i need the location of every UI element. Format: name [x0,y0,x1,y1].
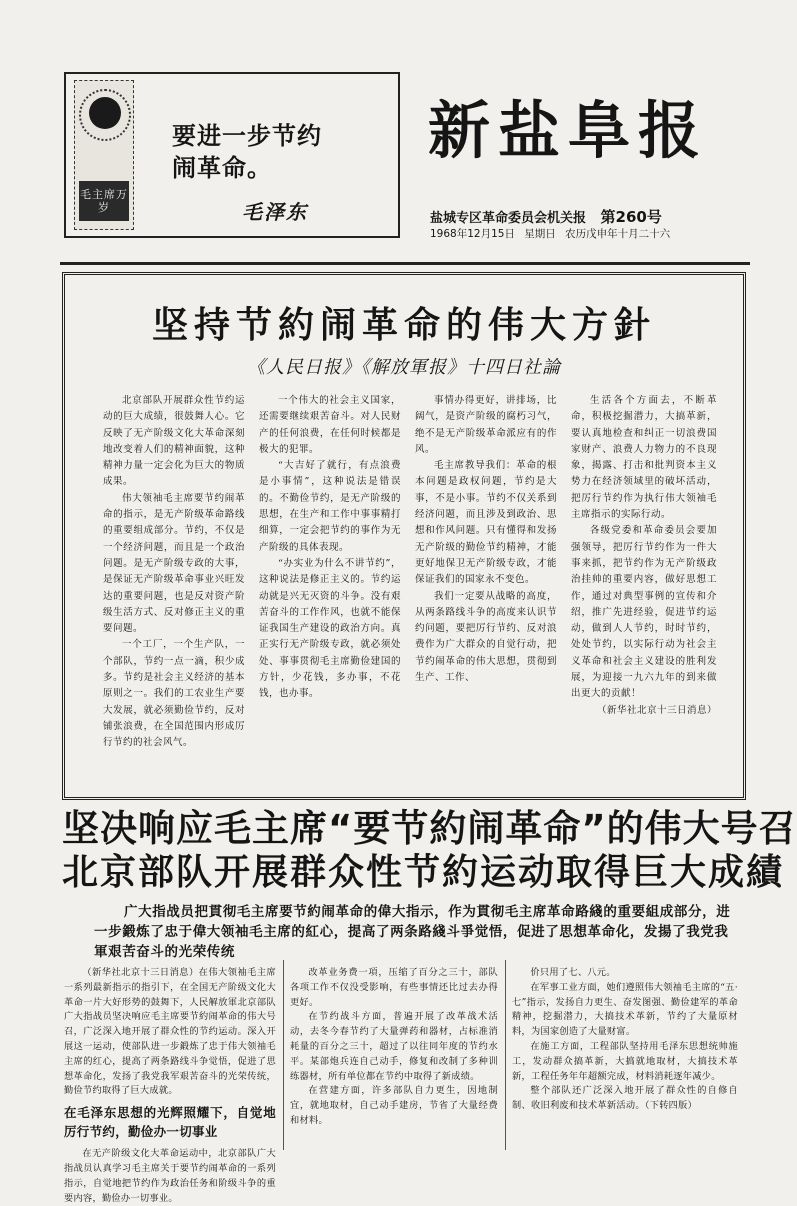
news-headline-2: 北京部队开展群众性节約运动取得巨大成績 [62,852,785,893]
paragraph: 在营建方面，许多部队自力更生，因地制宜，就地取材，自己动手建房，节省了大量经费和材料。 [290,1085,498,1126]
publisher-name: 盐城专区革命委员会机关报 [430,211,587,226]
lead-line-3: 軍艰苦奋斗的光荣传统 [94,944,235,960]
editorial-column-3 [415,393,557,686]
quotation-line-2: 闹革命。 [172,153,272,182]
paragraph: 在施工方面，工程部队坚持用毛泽东思想统帅施工，发动群众搞革新，大搞就地取材，大搞技术革新，工程任务年年超额完成，材料消耗逐年减少。 [512,1040,738,1082]
quotation-line-1: 要进一步节约 [172,121,322,150]
editorial-box [62,272,746,800]
paragraph: （新华社北京十三日消息）在伟大领袖毛主席一系列最新指示的指引下，在全国无产阶级文化大革命一片大好形势的鼓舞下，人民解放軍北京部队广大指战员坚决响应毛主席要节約闹革命的伟大号召，广泛深入地开展了群众性的节约运动。深入开展这一运动，使部队进一步鍛炼了忠于伟大领袖毛主席的红心，提高了两条路线斗争觉悟，促进了思想革命化，发扬了我党我军艰苦奋斗的光荣传统，勤俭节约取得了巨大成就。 [64,967,276,1097]
news-lead [94,902,734,962]
lead-line-2: 一步鍛炼了忠于偉大领袖毛主席的紅心，提高了两条路綫斗爭觉悟，促进了思想革命化，发揚了我党我 [94,924,729,940]
paragraph: 在节约战斗方面，普遍开展了改革战术活动，去冬今春节约了大量弹药和器材，占标准消耗量的百分之三十，超过了以往同年度的节约水平。某部炮兵连自己动手，修复和改制了多种训练器材，所有单位都在节约中取得了新成绩。 [290,1011,498,1082]
paragraph: 伟大领袖毛主席要节约闹革命的指示，是无产阶级革命路线的重要组成部分。节约，不仅是一个经济问题，而且是一个政治问题。是无产阶级专政的大事，是保证无产阶级革命事业兴旺发达的重要问题，也是反对资产阶级生活方式、反对修正主义的重要问题。 [103,492,245,635]
paragraph: 我们一定要从战略的高度，从两条路线斗争的高度来认识节约问题，要把厉行节约、反对浪费作为广大群众的自觉行动，把节约闹革命的伟大思想，贯彻到生产、工作、 [415,590,557,684]
lead-line-1: 广大指战员把貫彻毛主席要节約闹革命的偉大指示，作为貫彻毛主席革命路綫的重要組成部分，进 [124,904,731,920]
section-heading: 在毛泽东思想的光辉照耀下，自觉地厉行节约，勤俭办一切事业 [64,1105,276,1140]
portrait-slogan: 毛主席万岁 [79,181,129,221]
news-column-1 [64,966,276,1204]
quotation-box [64,72,400,238]
issue-date: 1968年12月15日 [430,228,515,240]
date-line [430,226,760,241]
portrait-icon [89,97,121,129]
paragraph: “办实业为什么不讲节约”，这种说法是修正主义的。节约运动就是兴无灭资的斗争。没有艰苦奋斗的工作作风，也就不能保证我国生产建设的政治方向。真正实行无产阶级专政，就必须处处、事事贯彻毛主席勤俭建国的方针，少花钱，多办事，不花钱，也办事。 [259,557,401,700]
quotation-text [172,120,392,184]
editorial-column-2 [259,393,401,703]
paragraph: 一个工厂，一个生产队，一个部队，节约一点一滴，积少成多。节约是社会主义经济的基本原则之一。我们的工农业生产要大发展，就必须勤俭节约，反对铺张浪费，在全国范围内形成厉行节约的社会风气。 [103,639,245,749]
column-divider [505,960,506,1150]
paragraph: 事情办得更好，讲排场，比阔气，是资产阶级的腐朽习气，绝不是无产阶级革命派应有的作风。 [415,395,557,455]
paragraph: 在军事工业方面，她们遵照伟大领袖毛主席的“五·七”指示，发扬自力更生、奋发图强、勤俭建军的革命精神，挖掘潜力，大搞技术革新，节约了大量原材料，为国家创造了大量财富。 [512,981,738,1038]
paragraph: 毛主席教导我们：革命的根本问题是政权问题，节约是大事，不是小事。节约不仅关系到经济问题，而且涉及到政治、思想和作风问题。只有懂得和发扬无产阶级的勤俭节约精神，才能更好地保卫无产阶级专政，才能保证我们的国家永不变色。 [415,460,557,586]
news-headline-1: 坚决响应毛主席“要节約闹革命”的伟大号召 [62,807,797,850]
publisher-line [430,206,750,227]
newspaper-masthead: 新盐阜报 [428,94,709,167]
editorial-column-4 [571,393,717,719]
editorial-subtitle: 《人民日报》《解放軍报》十四日社論 [247,357,561,378]
issue-number: 第260号 [600,208,662,226]
news-column-2 [290,966,498,1152]
editorial-title: 坚持节約闹革命的伟大方針 [151,304,656,346]
header-divider [60,262,750,265]
editorial-column-1 [103,393,245,752]
paragraph: 北京部队开展群众性节约运动的巨大成绩，很鼓舞人心。它反映了无产阶级文化大革命深刻地改变着人们的精神面貌，这种精神力量一定会化为巨大的物质成果。 [103,395,245,488]
lunar-date: 农历戊申年十月二十六 [565,228,671,240]
news-column-3 [512,966,738,1152]
paragraph: 各级党委和革命委员会要加强领导，把厉行节约作为一件大事来抓，把节约作为无产阶级政治挂帅的重要内容，做好思想工作，通过对典型事例的宣传和介绍，推广先进经验，促进节约运动，做到人人节约，时时节约，处处节约，以实际行动为社会主义革命和社会主义建设的胜利发展，为迎接一九六九年的到来做出更大的贡献！ [571,525,717,700]
quotation-signature: 毛泽东 [242,200,308,224]
portrait-badge [74,80,134,230]
paragraph: 整个部队还广泛深入地开展了群众性的自修自制、收旧利废和技术革新活动。（下转四版） [512,1085,738,1112]
weekday: 星期日 [524,228,556,240]
paragraph: 价只用了七、八元。 [530,967,616,978]
paragraph: “大吉好了就行，有点浪费是小事情”，这种说法是错误的。不勤俭节约，是无产阶级的思想，在生产和工作中事事精打细算，一定会把节约的事作为无产阶级的具体表现。 [259,460,401,553]
paragraph: 一个伟大的社会主义国家，还需要继续艰苦奋斗。对人民财产的任何浪费，在任何时候都是极大的犯罪。 [259,395,401,455]
editorial-credit: （新华社北京十三日消息） [596,704,717,716]
paragraph: 在无产阶级文化大革命运动中，北京部队广大指战员认真学习毛主席关于要节约闹革命的一系列指示，自觉地把节约作为政治任务和阶级斗争的重要内容，勤俭办一切事业。 [64,1148,276,1204]
paragraph: 生活各个方面去，不断革命，积极挖掘潜力，大搞革新，要认真地检查和纠正一切浪费国家财产、浪费人力物力的不良现象，揭露、打击和批判资本主义势力在经济领域里的破坏活动，把厉行节约作为执行伟大领袖毛主席指示的实际行动。 [571,395,717,521]
column-divider [283,960,284,1150]
paragraph: 改革业务费一項，压缩了百分之三十，部队各项工作不仅没受影响，有些事情还比过去办得更好。 [290,967,498,1008]
